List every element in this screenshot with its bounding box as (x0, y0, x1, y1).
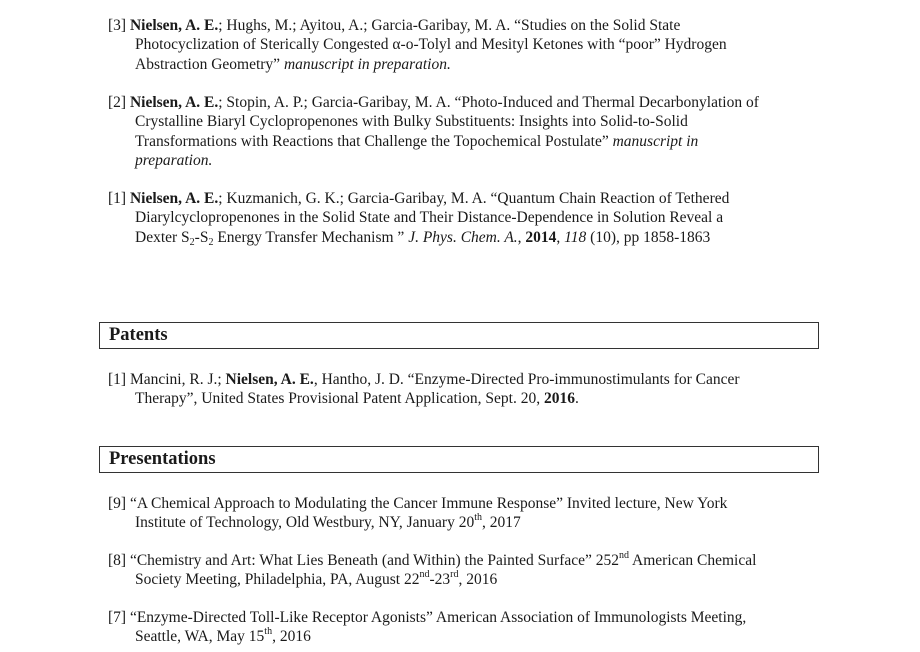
publication-number: [3] (108, 17, 130, 34)
presentation-text: , 2016 (272, 628, 311, 646)
presentation-text: -23 (429, 571, 451, 589)
publication-number: [2] (108, 94, 130, 111)
presentation-8-line-1 (108, 551, 820, 570)
section-title: Presentations (109, 449, 216, 469)
publication-status: manuscript in (612, 132, 699, 150)
publication-text: Energy Transfer Mechanism ” (213, 228, 409, 246)
section-title: Patents (109, 325, 168, 345)
publication-text: Dexter S (135, 228, 190, 246)
superscript: nd (619, 550, 630, 561)
author-name: Nielsen, A. E. (129, 94, 219, 111)
publication-1-line-3 (108, 228, 820, 247)
subscript: 2 (208, 236, 214, 248)
presentation-9-line-1: [9] “A Chemical Approach to Modulating the Cancer Immune Response” Invited lecture, New York (108, 495, 728, 512)
publication-year: 2014 (525, 228, 557, 246)
patent-year: 2016 (543, 390, 575, 408)
patent-1 (108, 370, 820, 409)
patent-1-line-2 (108, 389, 820, 408)
presentation-text: Society Meeting, Philadelphia, PA, August 22 (135, 571, 420, 589)
superscript: rd (450, 569, 459, 581)
publication-number: [1] (108, 190, 130, 207)
presentation-text: , 2017 (481, 514, 521, 532)
presentation-8 (108, 551, 820, 590)
patent-1-line-1 (108, 370, 820, 389)
publication-text: ; Kuzmanich, G. K.; Garcia-Garibay, M. A. “Quantum Chain Reaction of Tethered (218, 190, 730, 207)
publication-1-line-2: Diarylcyclopropenones in the Solid State and Their Distance-Dependence in Solution Reveal a (135, 209, 724, 227)
author-name: Nielsen, A. E. (129, 17, 219, 34)
superscript: nd (419, 569, 430, 581)
publication-text: Transformations with Reactions that Challenge the Topochemical Postulate” (135, 132, 613, 150)
presentation-text: , 2016 (458, 571, 498, 589)
journal-volume: 118 (564, 228, 587, 246)
presentations-section-header (99, 446, 819, 473)
publication-2-line-2: Crystalline Biaryl Cyclopropenones with Bulky Substituents: Insights into Solid-to-Solid (135, 113, 688, 131)
patent-text: Therapy”, United States Provisional Patent Application, Sept. 20, (135, 390, 544, 408)
presentation-7-line-2 (108, 627, 820, 646)
separator: , (517, 228, 526, 246)
publication-1 (108, 189, 820, 247)
presentation-text: Institute of Technology, Old Westbury, NY, January 20 (135, 514, 475, 532)
presentation-9-line-2 (108, 513, 820, 532)
presentation-8-line-2 (108, 570, 820, 589)
author-name: Nielsen, A. E. (225, 371, 314, 388)
publication-text: ; Stopin, A. P.; Garcia-Garibay, M. A. “Photo-Induced and Thermal Decarbonylation of (218, 94, 759, 111)
patent-text: [1] Mancini, R. J.; (108, 371, 226, 388)
presentation-text: Seattle, WA, May 15 (135, 628, 265, 646)
separator: , (556, 228, 565, 246)
publication-3-line-1 (108, 16, 820, 35)
publication-2-line-1 (108, 93, 820, 112)
publication-3-line-2: Photocyclization of Sterically Congested α-o-Tolyl and Mesityl Ketones with “poor” Hydrogen (135, 36, 727, 54)
superscript: th (474, 512, 482, 524)
presentation-text: [8] “Chemistry and Art: What Lies Beneath (and Within) the Painted Surface” 252 (108, 552, 620, 569)
publication-1-line-1 (108, 189, 820, 208)
presentation-7 (108, 608, 820, 647)
publication-status: manuscript in preparation. (283, 55, 451, 73)
publication-2 (108, 93, 820, 170)
journal-name: J. Phys. Chem. A. (408, 228, 518, 246)
publication-text: -S (194, 228, 209, 246)
publication-text: ; Hughs, M.; Ayitou, A.; Garcia-Garibay, M. A. “Studies on the Solid State (218, 17, 681, 34)
superscript: th (264, 626, 273, 638)
separator: . (574, 390, 579, 408)
author-name: Nielsen, A. E. (129, 190, 219, 207)
presentation-9 (108, 494, 820, 533)
subscript: 2 (189, 236, 195, 248)
publication-text: Abstraction Geometry” (135, 55, 284, 73)
publication-3-line-3 (108, 55, 820, 74)
patent-text: , Hantho, J. D. “Enzyme-Directed Pro-immunostimulants for Cancer (313, 371, 740, 388)
publication-3 (108, 16, 820, 74)
journal-pages: (10), pp 1858-1863 (586, 228, 711, 246)
presentation-7-line-1: [7] “Enzyme-Directed Toll-Like Receptor Agonists” American Association of Immunologists Meeting, (108, 609, 747, 626)
publication-2-line-4: preparation. (135, 151, 213, 169)
presentation-text: American Chemical (629, 552, 757, 569)
patents-section-header (99, 322, 819, 349)
publication-2-line-3 (108, 132, 820, 151)
